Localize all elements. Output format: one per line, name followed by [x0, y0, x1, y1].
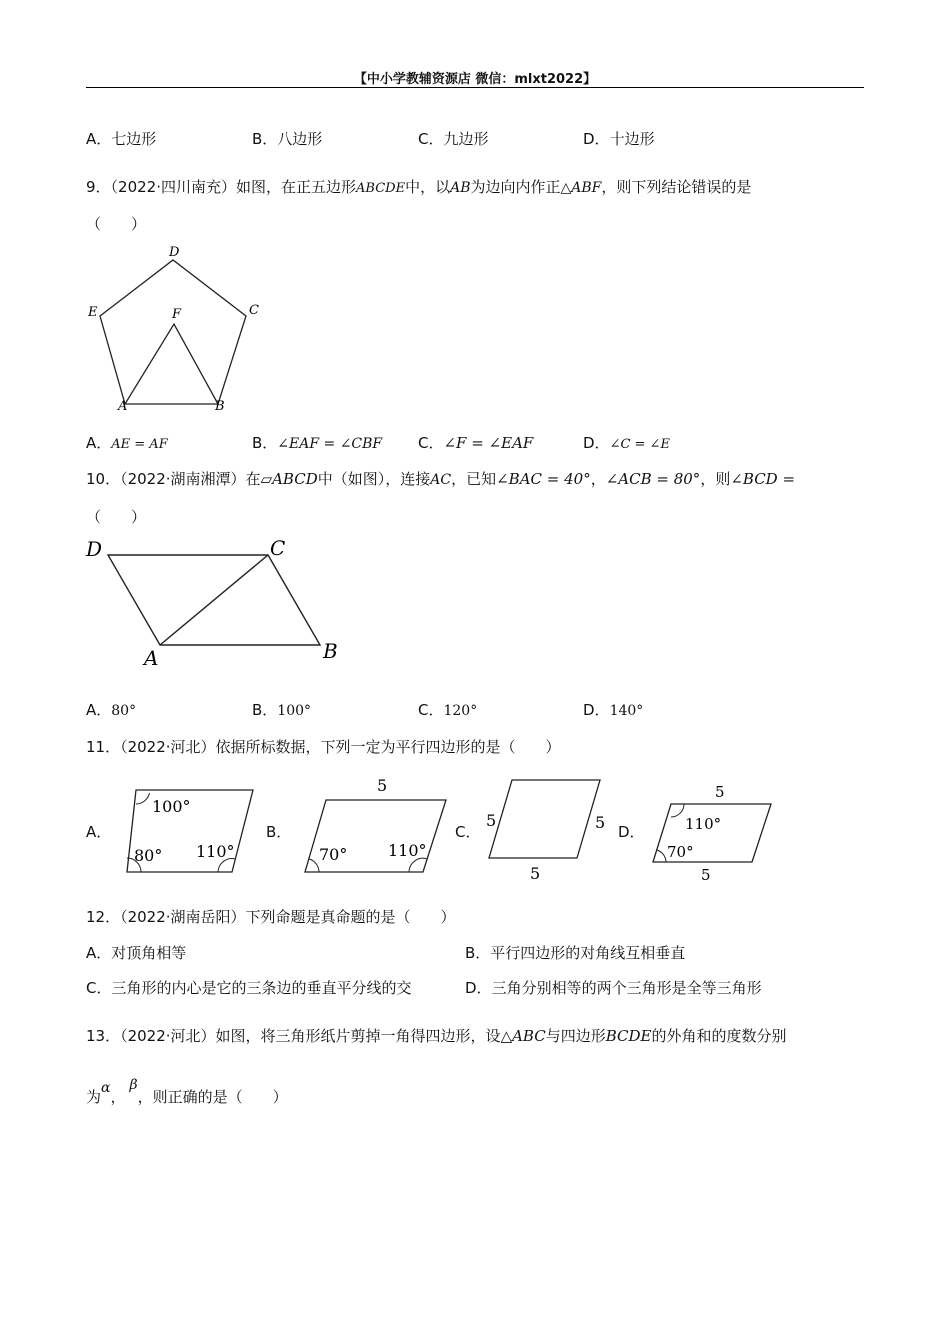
option-letter: C． [418, 701, 444, 719]
angle-label-110: 110° [685, 815, 722, 833]
stem-text: 与四边形 [545, 1027, 606, 1045]
math-quadrilateral: BCDE [605, 1027, 652, 1045]
q9-option-c[interactable] [418, 432, 533, 453]
stem-text: ，则 [700, 470, 731, 488]
label-a: A [144, 646, 159, 670]
stem-text: 如图，将三角形纸片剪掉一角得四边形，设 [215, 1027, 501, 1045]
label-a: A [118, 399, 128, 414]
math-angle-bac: ∠BAC = 40° [496, 470, 591, 488]
label-c: C [270, 536, 286, 560]
angle-label-110: 110° [388, 841, 427, 860]
option-letter: A． [86, 701, 112, 719]
label-e: E [88, 305, 98, 320]
math-parallelogram: ▱ABCD [260, 470, 318, 488]
stem-text: ，则下列结论错误的是 [601, 178, 752, 196]
math-pentagon: ABCDE [356, 181, 406, 196]
angle-label-70: 70° [319, 845, 348, 864]
question-number: 9． [86, 178, 111, 196]
q10-option-c[interactable] [418, 699, 477, 720]
q13-stem-line2 [86, 1077, 288, 1107]
q9-option-b[interactable] [252, 432, 382, 453]
q12-option-b[interactable] [465, 942, 685, 963]
q10-figure-parallelogram [80, 532, 350, 672]
math-angle-acb: ∠ACB = 80° [605, 470, 701, 488]
option-letter: B． [252, 434, 278, 452]
q12-option-c[interactable] [86, 977, 412, 998]
question-number: 10． [86, 470, 121, 488]
question-source: （2022·湖南湘潭） [120, 470, 246, 488]
option-math: ∠F = ∠EAF [443, 434, 534, 452]
option-letter: B． [252, 701, 278, 719]
q11-option-b-letter[interactable]: B． [266, 823, 292, 841]
stem-text: 的外角和的度数分别 [651, 1027, 787, 1045]
label-f: F [172, 307, 182, 322]
q8-option-d[interactable] [583, 128, 655, 149]
q10-answer-paren: （ ） [86, 508, 147, 526]
question-source: （2022·河北） [120, 738, 216, 756]
angle-arc [136, 793, 150, 804]
option-letter: A． [86, 434, 112, 452]
q9-answer-paren: （ ） [86, 215, 147, 233]
question-source: （2022·四川南充） [110, 178, 236, 196]
math-segment: AB [450, 180, 471, 196]
side-label-right: 5 [595, 813, 606, 832]
header-divider [86, 87, 864, 88]
option-letter: B． [252, 130, 278, 148]
option-letter: D． [583, 130, 610, 148]
q12-option-d[interactable] [465, 977, 762, 998]
option-text: 三角形的内心是它的三条边的垂直平分线的交 [111, 979, 412, 997]
option-letter: B． [465, 944, 491, 962]
question-source: （2022·河北） [120, 1027, 216, 1045]
stem-text: 如图，在正五边形 [236, 178, 357, 196]
inner-triangle [125, 324, 218, 404]
q8-option-a[interactable] [86, 128, 156, 149]
q11-stem [86, 736, 561, 757]
stem-text: ，则正确的是（ ） [137, 1088, 288, 1106]
math-segment: AC [430, 472, 452, 488]
question-number: 12． [86, 908, 121, 926]
option-math: 80° [111, 703, 137, 719]
option-text: 九边形 [443, 130, 489, 148]
question-source: （2022·湖南岳阳） [120, 908, 246, 926]
option-letter: D． [583, 701, 610, 719]
q10-stem [86, 468, 795, 489]
side-label-bottom: 5 [530, 864, 541, 883]
stem-text: 下列命题是真命题的是（ ） [245, 908, 456, 926]
angle-label-80: 80° [134, 846, 163, 865]
q11-figure-b [300, 772, 450, 880]
q11-figure-a [120, 785, 260, 880]
option-text: 对顶角相等 [111, 944, 187, 962]
stem-text: 中（如图），连接 [317, 470, 431, 488]
option-letter: C． [418, 130, 444, 148]
label-d: D [86, 537, 103, 561]
stem-text: ， [590, 470, 606, 488]
stem-text: 在 [245, 470, 261, 488]
stem-text: 为 [86, 1088, 102, 1106]
question-number: 11． [86, 738, 121, 756]
q9-option-d[interactable] [583, 432, 670, 453]
q13-stem-line1 [86, 1025, 787, 1046]
angle-label-110: 110° [196, 842, 235, 861]
q11-option-d-letter[interactable]: D． [618, 823, 645, 841]
q11-option-a-letter[interactable]: A． [86, 823, 112, 841]
q12-option-a[interactable] [86, 942, 186, 963]
angle-arc [657, 850, 666, 862]
q9-option-a[interactable] [86, 432, 168, 453]
label-c: C [249, 303, 259, 318]
angle-label-100: 100° [152, 797, 191, 816]
quad-outline [489, 780, 600, 858]
page-header: 【中小学教辅资源店 微信：mlxt2022】 [353, 72, 597, 87]
option-math: AE = AF [111, 437, 168, 452]
question-number: 13． [86, 1027, 121, 1045]
side-label-left: 5 [486, 811, 497, 830]
side-label-5: 5 [377, 776, 388, 795]
label-b: B [323, 639, 338, 663]
math-alpha: α [101, 1080, 111, 1096]
angle-label-70: 70° [667, 843, 694, 861]
stem-text: 为边向内作正 [470, 178, 561, 196]
side-label-bottom: 5 [701, 866, 711, 884]
math-beta: β [129, 1077, 138, 1093]
option-text: 三角分别相等的两个三角形是全等三角形 [491, 979, 762, 997]
math-triangle: △ABC [500, 1027, 546, 1045]
q11-figure-d [648, 780, 778, 885]
pentagon-outline [100, 260, 246, 404]
math-triangle: △ABF [560, 180, 602, 196]
option-letter: A． [86, 944, 112, 962]
label-d: D [169, 245, 180, 260]
option-math: ∠EAF = ∠CBF [277, 436, 383, 452]
q9-figure-pentagon [80, 240, 280, 420]
option-letter: C． [418, 434, 444, 452]
option-letter: D． [583, 434, 610, 452]
q11-figure-c [482, 776, 612, 884]
q8-option-c[interactable] [418, 128, 489, 149]
option-text: 七边形 [111, 130, 157, 148]
q12-stem [86, 906, 456, 927]
option-letter: A． [86, 130, 112, 148]
q11-option-c-letter[interactable]: C． [455, 823, 481, 841]
math-angle-bcd: ∠BCD = [730, 470, 796, 488]
label-b: B [215, 399, 225, 414]
angle-arc [671, 804, 684, 817]
q10-option-d[interactable] [583, 699, 643, 720]
q10-option-b[interactable] [252, 699, 311, 720]
option-math: 140° [609, 703, 644, 719]
q10-option-a[interactable] [86, 699, 136, 720]
stem-text: 依据所标数据，下列一定为平行四边形的是（ ） [215, 738, 561, 756]
option-math: ∠C = ∠E [609, 437, 670, 452]
stem-text: ，已知 [451, 470, 497, 488]
q8-option-b[interactable] [252, 128, 322, 149]
option-text: 十边形 [609, 130, 655, 148]
q9-stem [86, 176, 751, 197]
stem-text: 中，以 [405, 178, 451, 196]
angle-arc [310, 859, 320, 872]
option-text: 八边形 [277, 130, 323, 148]
option-text: 平行四边形的对角线互相垂直 [490, 944, 686, 962]
option-math: 100° [277, 703, 312, 719]
option-letter: D． [465, 979, 492, 997]
stem-text: ， [110, 1088, 126, 1106]
diagonal-ac [160, 555, 268, 645]
option-letter: C． [86, 979, 112, 997]
side-label-top: 5 [715, 783, 725, 801]
option-math: 120° [443, 703, 478, 719]
